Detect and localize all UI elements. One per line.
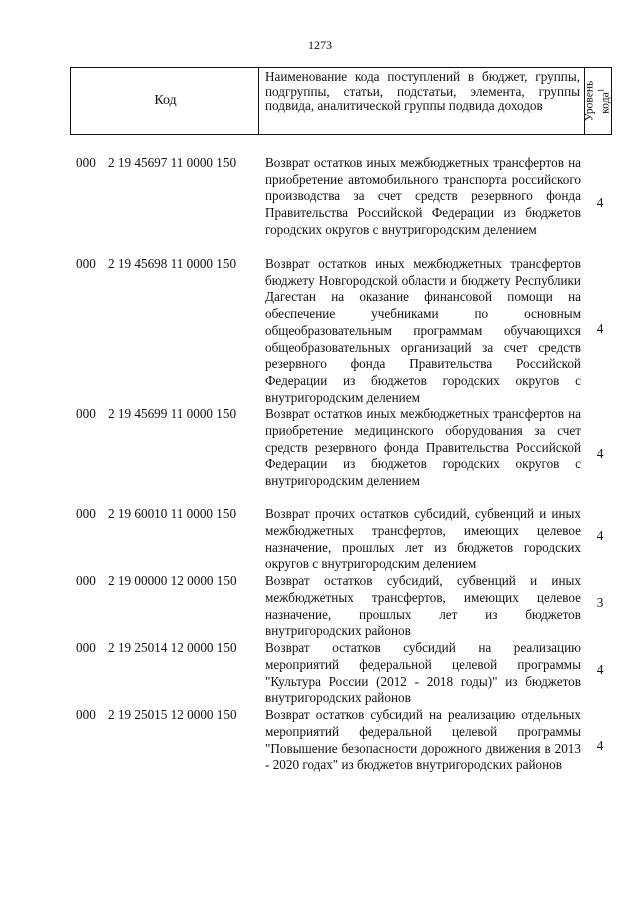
income-code: 2 19 45699 11 0000 150 [108, 406, 237, 422]
table-row [0, 155, 640, 256]
income-name: Возврат остатков субсидий на реализацию отдельных мероприятий федеральной целевой программы "Повышение безопасности дорожного движения в 2013 - 2020 годах" из бюджетов внутригородских районов [265, 707, 581, 773]
header-level-footnote: 1 [596, 88, 606, 93]
code-level: 4 [596, 195, 604, 210]
income-code: 2 19 45698 11 0000 150 [108, 256, 237, 271]
page-number: 1273 [308, 38, 332, 52]
header-level-line1: Уровень [583, 80, 596, 122]
table-body [0, 155, 640, 791]
header-name: Наименование кода поступлений в бюджет, группы, подгруппы, статьи, подстатьи, элемента, группы подвида, аналитической группы подвида доходов [259, 68, 585, 134]
income-name: Возврат остатков иных межбюджетных трансфертов на приобретение медицинского оборудования за счет средств резервного фонда Правительства Российской Федерации из бюджетов городских округов с внутригородским делением [265, 406, 581, 489]
table-row [0, 406, 640, 506]
table-row [0, 707, 640, 791]
admin-code: 000 [76, 573, 96, 589]
income-code: 2 19 25015 12 0000 150 [108, 707, 237, 723]
code-level: 4 [596, 528, 604, 544]
code-level: 4 [596, 738, 604, 754]
code-level: 4 [596, 321, 604, 336]
table-row [0, 640, 640, 707]
table-header [70, 67, 612, 135]
admin-code: 000 [76, 256, 96, 271]
income-name: Возврат остатков субсидий на реализацию мероприятий федеральной целевой программы "Культура России (2012 - 2018 годы)" из бюджетов внутригородских районов [265, 640, 581, 706]
admin-code: 000 [76, 707, 96, 723]
income-code: 2 19 25014 12 0000 150 [108, 640, 237, 656]
header-level-text [585, 81, 612, 122]
admin-code: 000 [76, 406, 96, 422]
income-name: Возврат остатков субсидий, субвенций и иных межбюджетных трансфертов, имеющих целевое назначение, прошлых лет из бюджетов внутригородских районов [265, 573, 581, 639]
code-level: 4 [596, 662, 604, 678]
income-name: Возврат остатков иных межбюджетных трансфертов бюджету Новгородской области и бюджету Республики Дагестан на оказание финансовой помощи на обеспечение учебниками по основным общеобразовательным программам обучающихся общеобразовательных организаций за счет средств резервного фонда Правительства Российской Федерации из бюджетов городских округов с внутригородским делением [265, 256, 581, 405]
admin-code: 000 [76, 506, 96, 522]
income-name: Возврат остатков иных межбюджетных трансфертов на приобретение автомобильного транспорта российского производства за счет средств резервного фонда Правительства Российской Федерации из бюджетов городских округов с внутригородским делением [265, 155, 581, 237]
admin-code: 000 [76, 640, 96, 656]
code-level: 4 [596, 446, 604, 462]
table-row [0, 573, 640, 640]
income-code: 2 19 60010 11 0000 150 [108, 506, 237, 522]
header-level [585, 68, 611, 134]
income-code: 2 19 00000 12 0000 150 [108, 573, 237, 589]
income-code: 2 19 45697 11 0000 150 [108, 155, 237, 170]
table-row [0, 256, 640, 406]
header-code: Код [71, 68, 259, 134]
income-name: Возврат прочих остатков субсидий, субвенций и иных межбюджетных трансфертов, имеющих целевое назначение, прошлых лет из бюджетов городских округов с внутригородским делением [265, 506, 581, 572]
table-row [0, 506, 640, 573]
code-level: 3 [596, 595, 604, 611]
admin-code: 000 [76, 155, 96, 170]
header-level-line2: кода [599, 92, 612, 114]
